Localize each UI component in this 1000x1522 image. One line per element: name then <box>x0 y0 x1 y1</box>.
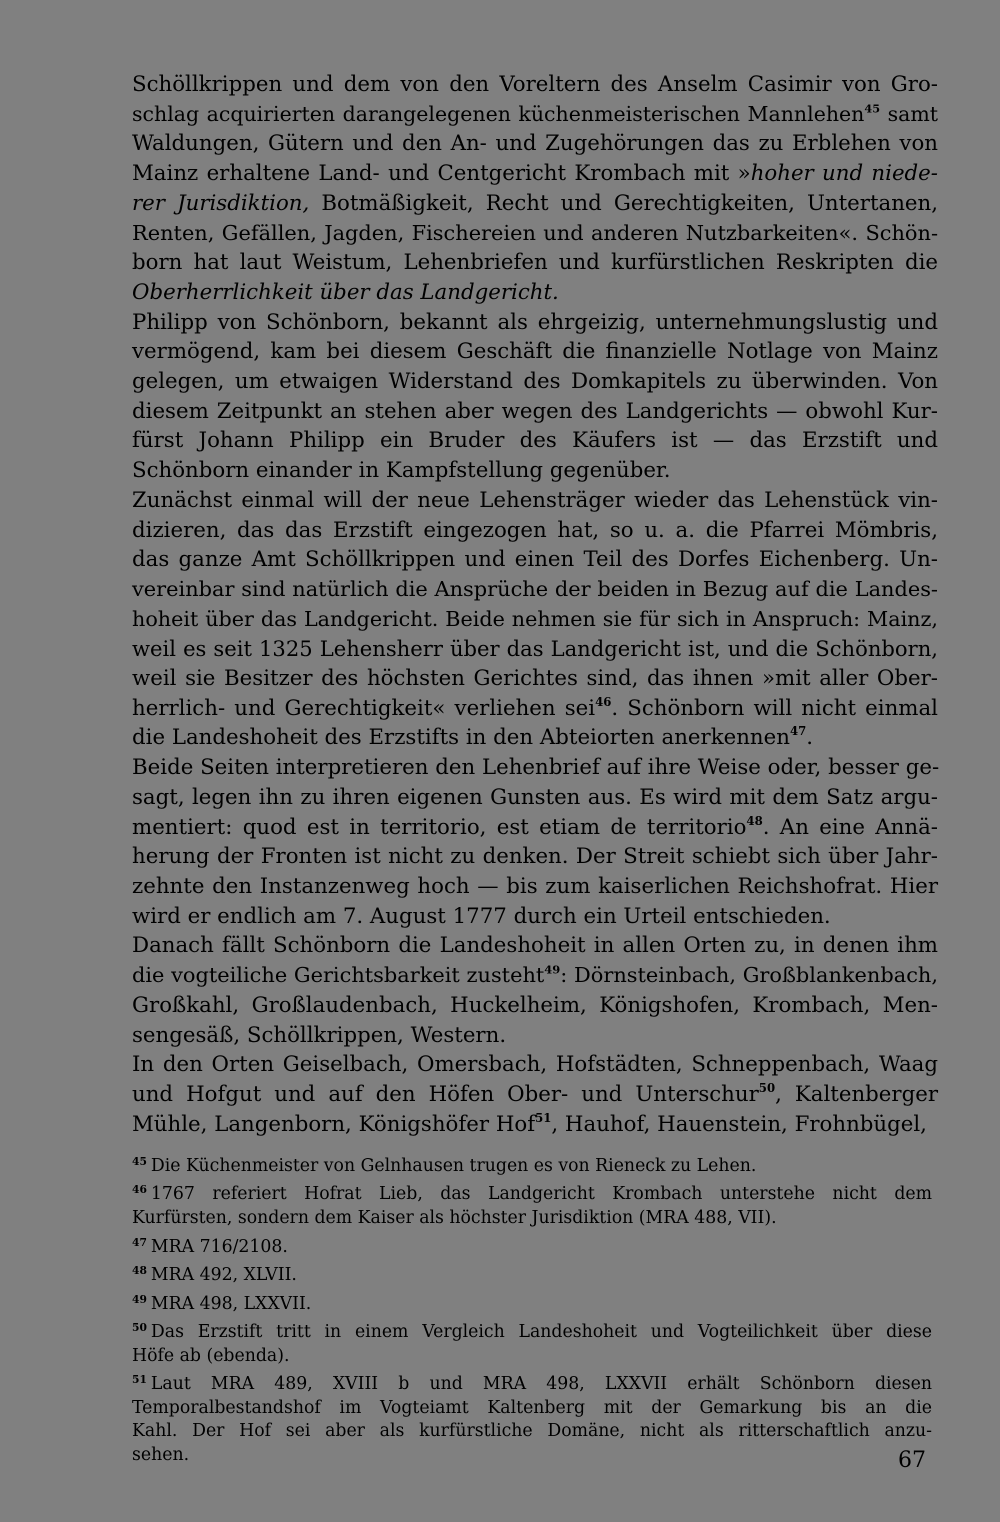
text-line <box>132 931 938 961</box>
footnote-text: Kurfürsten, sondern dem Kaiser als höchster Jurisdiktion (MRA 488, VII). <box>132 1207 777 1228</box>
footnote-text: MRA 716/2108. <box>150 1236 288 1257</box>
text-segment: In den Orten Geiselbach, Omersbach, Hofstädten, Schneppenbach, Waag <box>132 1052 938 1078</box>
paragraph <box>132 308 938 486</box>
footnote-line <box>132 1397 932 1421</box>
text-line <box>132 634 938 664</box>
footnote-text: MRA 498, LXXVII. <box>150 1293 312 1314</box>
footnote-number: 48 <box>132 1264 147 1278</box>
text-line <box>132 605 938 635</box>
text-segment: zehnte den Instanzenweg hoch — bis zum kaiserlichen Reichshofrat. Hier <box>132 873 938 899</box>
text-line <box>132 100 938 130</box>
text-segment: . <box>806 725 814 751</box>
text-segment: , Hauhof, Hauenstein, Frohnbügel, <box>551 1111 927 1137</box>
text-segment: weil es seit 1325 Lehensherr über das Landgericht ist, und die Schönborn, <box>132 636 938 662</box>
footnote-line <box>132 1368 932 1396</box>
footnote-line <box>132 1345 932 1369</box>
text-segment: hoheit über das Landgericht. Beide nehmen sie für sich in Anspruch: Mainz, <box>132 606 938 631</box>
footnote-number: 45 <box>132 1155 147 1168</box>
text-line <box>132 694 938 724</box>
footnote-text: Kahl. Der Hof sei aber als kurfürstliche Domäne, nicht als ritterschaftlich anzu- <box>132 1421 932 1442</box>
footnote-line <box>132 1178 932 1206</box>
footnote-line <box>132 1259 932 1287</box>
text-segment: Renten, Gefällen, Jagden, Fischereien und anderen Nutzbarkeiten«. Schön- <box>132 220 938 245</box>
footnote-text: sehen. <box>132 1444 190 1465</box>
text-line <box>132 129 938 159</box>
text-segment: . Schönborn will nicht einmal <box>611 695 938 721</box>
paragraph <box>132 486 938 753</box>
text-segment: fürst Johann Philipp ein Bruder des Käufers ist — das Erzstift und <box>132 428 938 454</box>
footnote-text: 1767 referiert Hofrat Lieb, das Landgericht Krombach unterstehe nicht dem <box>150 1184 932 1205</box>
text-line <box>132 278 938 308</box>
footnote-ref: 46 <box>595 694 612 709</box>
text-segment: herrlich- und Gerechtigkeit« verliehen sei <box>132 695 596 721</box>
text-segment: diesem Zeitpunkt an stehen aber wegen des Landgerichts — obwohl Kur- <box>132 398 938 424</box>
footnote-ref: 48 <box>746 813 763 828</box>
text-line <box>132 397 938 427</box>
text-line <box>132 1110 938 1140</box>
text-segment: dizieren, das das Erzstift eingezogen hat, so u. a. die Pfarrei Mömbris, <box>132 517 938 543</box>
footnote-ref: 51 <box>535 1110 552 1125</box>
text-segment: wird er endlich am 7. August 1777 durch ein Urteil entschieden. <box>132 903 831 929</box>
footnote-ref: 49 <box>544 962 561 977</box>
text-line <box>132 70 938 100</box>
text-segment: , Kaltenberger <box>775 1081 938 1107</box>
text-segment: vermögend, kam bei diesem Geschäft die finanzielle Notlage von Mainz <box>132 339 938 365</box>
text-segment: Großkahl, Großlaudenbach, Huckelheim, Königshofen, Krombach, Men- <box>132 992 938 1018</box>
footnote-line <box>132 1444 932 1468</box>
text-segment: Beide Seiten interpretieren den Lehenbrief auf ihre Weise oder, besser ge- <box>132 755 940 781</box>
footnote <box>132 1231 932 1259</box>
footnote-line <box>132 1420 932 1444</box>
paragraph <box>132 931 938 1050</box>
footnote <box>132 1150 932 1178</box>
paragraph <box>132 70 938 308</box>
text-line <box>132 753 938 783</box>
text-segment: Waldungen, Gütern und den An- und Zugehörungen das zu Erblehen von <box>132 131 938 157</box>
footnote-text: Das Erzstift tritt in einem Vergleich Landeshoheit und Vogteilichkeit über diese <box>150 1321 932 1342</box>
footnote-number: 51 <box>132 1373 147 1387</box>
text-segment: Zunächst einmal will der neue Lehensträger wieder das Lehenstück vin- <box>132 487 938 513</box>
footnote-number: 47 <box>132 1235 147 1249</box>
text-line <box>132 813 938 843</box>
text-line <box>132 783 938 813</box>
footnote-text: MRA 492, XLVII. <box>150 1264 297 1285</box>
text-line <box>132 337 938 367</box>
footnote-line <box>132 1288 932 1316</box>
text-line <box>132 902 938 932</box>
footnote-text: Die Küchenmeister von Gelnhausen trugen es von Rieneck zu Lehen. <box>150 1155 757 1176</box>
text-line <box>132 248 938 278</box>
text-segment: . An eine Annä- <box>762 814 938 840</box>
footnote-text: Temporalbestandshof im Vogteiamt Kaltenberg mit der Gemarkung bis an die <box>132 1397 932 1418</box>
italic-text: rer Jurisdiktion, <box>132 190 310 216</box>
text-line <box>132 486 938 516</box>
text-line <box>132 159 938 189</box>
text-line <box>132 367 938 397</box>
footnote-text: Laut MRA 489, XVIII b und MRA 498, LXXVII erhält Schönborn diesen <box>150 1373 932 1394</box>
text-segment: sagt, legen ihn zu ihren eigenen Gunsten aus. Es wird mit dem Satz argu- <box>132 784 938 810</box>
text-segment: schlag acquirierten darangelegenen küchenmeisterischen Mannlehen <box>132 101 865 126</box>
footnote <box>132 1288 932 1316</box>
text-line <box>132 961 938 991</box>
text-segment: das ganze Amt Schöllkrippen und einen Teil des Dorfes Eichenberg. Un- <box>132 547 938 573</box>
text-line <box>132 1080 938 1110</box>
text-segment: Botmäßigkeit, Recht und Gerechtigkeiten, Untertanen, <box>309 190 939 216</box>
footnotes <box>132 1150 932 1467</box>
text-line <box>132 991 938 1021</box>
text-line <box>132 219 938 249</box>
text-segment: : Dörnsteinbach, Großblankenbach, <box>560 963 938 988</box>
text-line <box>132 842 938 872</box>
text-segment: weil sie Besitzer des höchsten Gerichtes sind, das ihnen »mit aller Ober- <box>132 666 938 692</box>
footnote-ref: 45 <box>864 101 881 116</box>
italic-text: Oberherrlichkeit über das Landgericht. <box>132 279 559 305</box>
italic-text: hoher und niede- <box>750 161 938 187</box>
text-segment: gelegen, um etwaigen Widerstand des Domkapitels zu überwinden. Von <box>132 369 938 395</box>
text-segment: sengesäß, Schöllkrippen, Western. <box>132 1022 507 1048</box>
paragraph <box>132 753 938 931</box>
footnote <box>132 1178 932 1230</box>
footnote-number: 49 <box>132 1292 147 1306</box>
paragraph <box>132 1050 938 1139</box>
text-line <box>132 664 938 694</box>
footnote-text: Höfe ab (ebenda). <box>132 1345 290 1366</box>
footnote-line <box>132 1207 932 1231</box>
footnote-line <box>132 1231 932 1259</box>
text-segment: Danach fällt Schönborn die Landeshoheit in allen Orten zu, in denen ihm <box>132 933 938 959</box>
text-segment: vereinbar sind natürlich die Ansprüche der beiden in Bezug auf die Landes- <box>132 576 938 601</box>
text-line <box>132 545 938 575</box>
footnote <box>132 1259 932 1287</box>
text-line <box>132 456 938 486</box>
text-segment: herung der Fronten ist nicht zu denken. Der Streit schiebt sich über Jahr- <box>132 844 938 870</box>
text-line <box>132 516 938 546</box>
text-line <box>132 872 938 902</box>
text-line <box>132 308 938 338</box>
text-line <box>132 189 938 219</box>
text-line <box>132 575 938 605</box>
text-line <box>132 1021 938 1051</box>
text-segment: Schönborn einander in Kampfstellung gegenüber. <box>132 458 671 484</box>
text-segment: und Hofgut und auf den Höfen Ober- und Unterschur <box>132 1081 759 1107</box>
text-segment: Philipp von Schönborn, bekannt als ehrgeizig, unternehmungslustig und <box>132 309 938 335</box>
footnote-number: 50 <box>132 1321 147 1335</box>
text-segment: die vogteiliche Gerichtsbarkeit zusteht <box>132 963 545 988</box>
text-line <box>132 426 938 456</box>
footnote-line <box>132 1150 932 1178</box>
footnote-ref: 50 <box>758 1081 776 1096</box>
page-number: 67 <box>898 1448 926 1473</box>
text-segment: die Landeshoheit des Erzstifts in den Abteiorten anerkennen <box>132 725 790 751</box>
text-segment: Schöllkrippen und dem von den Voreltern des Anselm Casimir von Gro- <box>132 72 938 97</box>
footnote-line <box>132 1316 932 1344</box>
footnote <box>132 1368 932 1467</box>
text-line <box>132 1050 938 1080</box>
text-segment: born hat laut Weistum, Lehenbriefen und kurfürstlichen Reskripten die <box>132 250 938 276</box>
text-segment: mentiert: quod est in territorio, est etiam de territorio <box>132 814 747 840</box>
text-line <box>132 723 938 753</box>
text-segment: samt <box>880 101 938 126</box>
footnote <box>132 1316 932 1368</box>
body-text <box>132 70 938 1139</box>
footnote-ref: 47 <box>789 724 807 739</box>
footnote-number: 46 <box>132 1183 147 1197</box>
text-segment: Mainz erhaltene Land- und Centgericht Krombach mit » <box>132 161 751 187</box>
text-segment: Mühle, Langenborn, Königshöfer Hof <box>132 1111 536 1137</box>
